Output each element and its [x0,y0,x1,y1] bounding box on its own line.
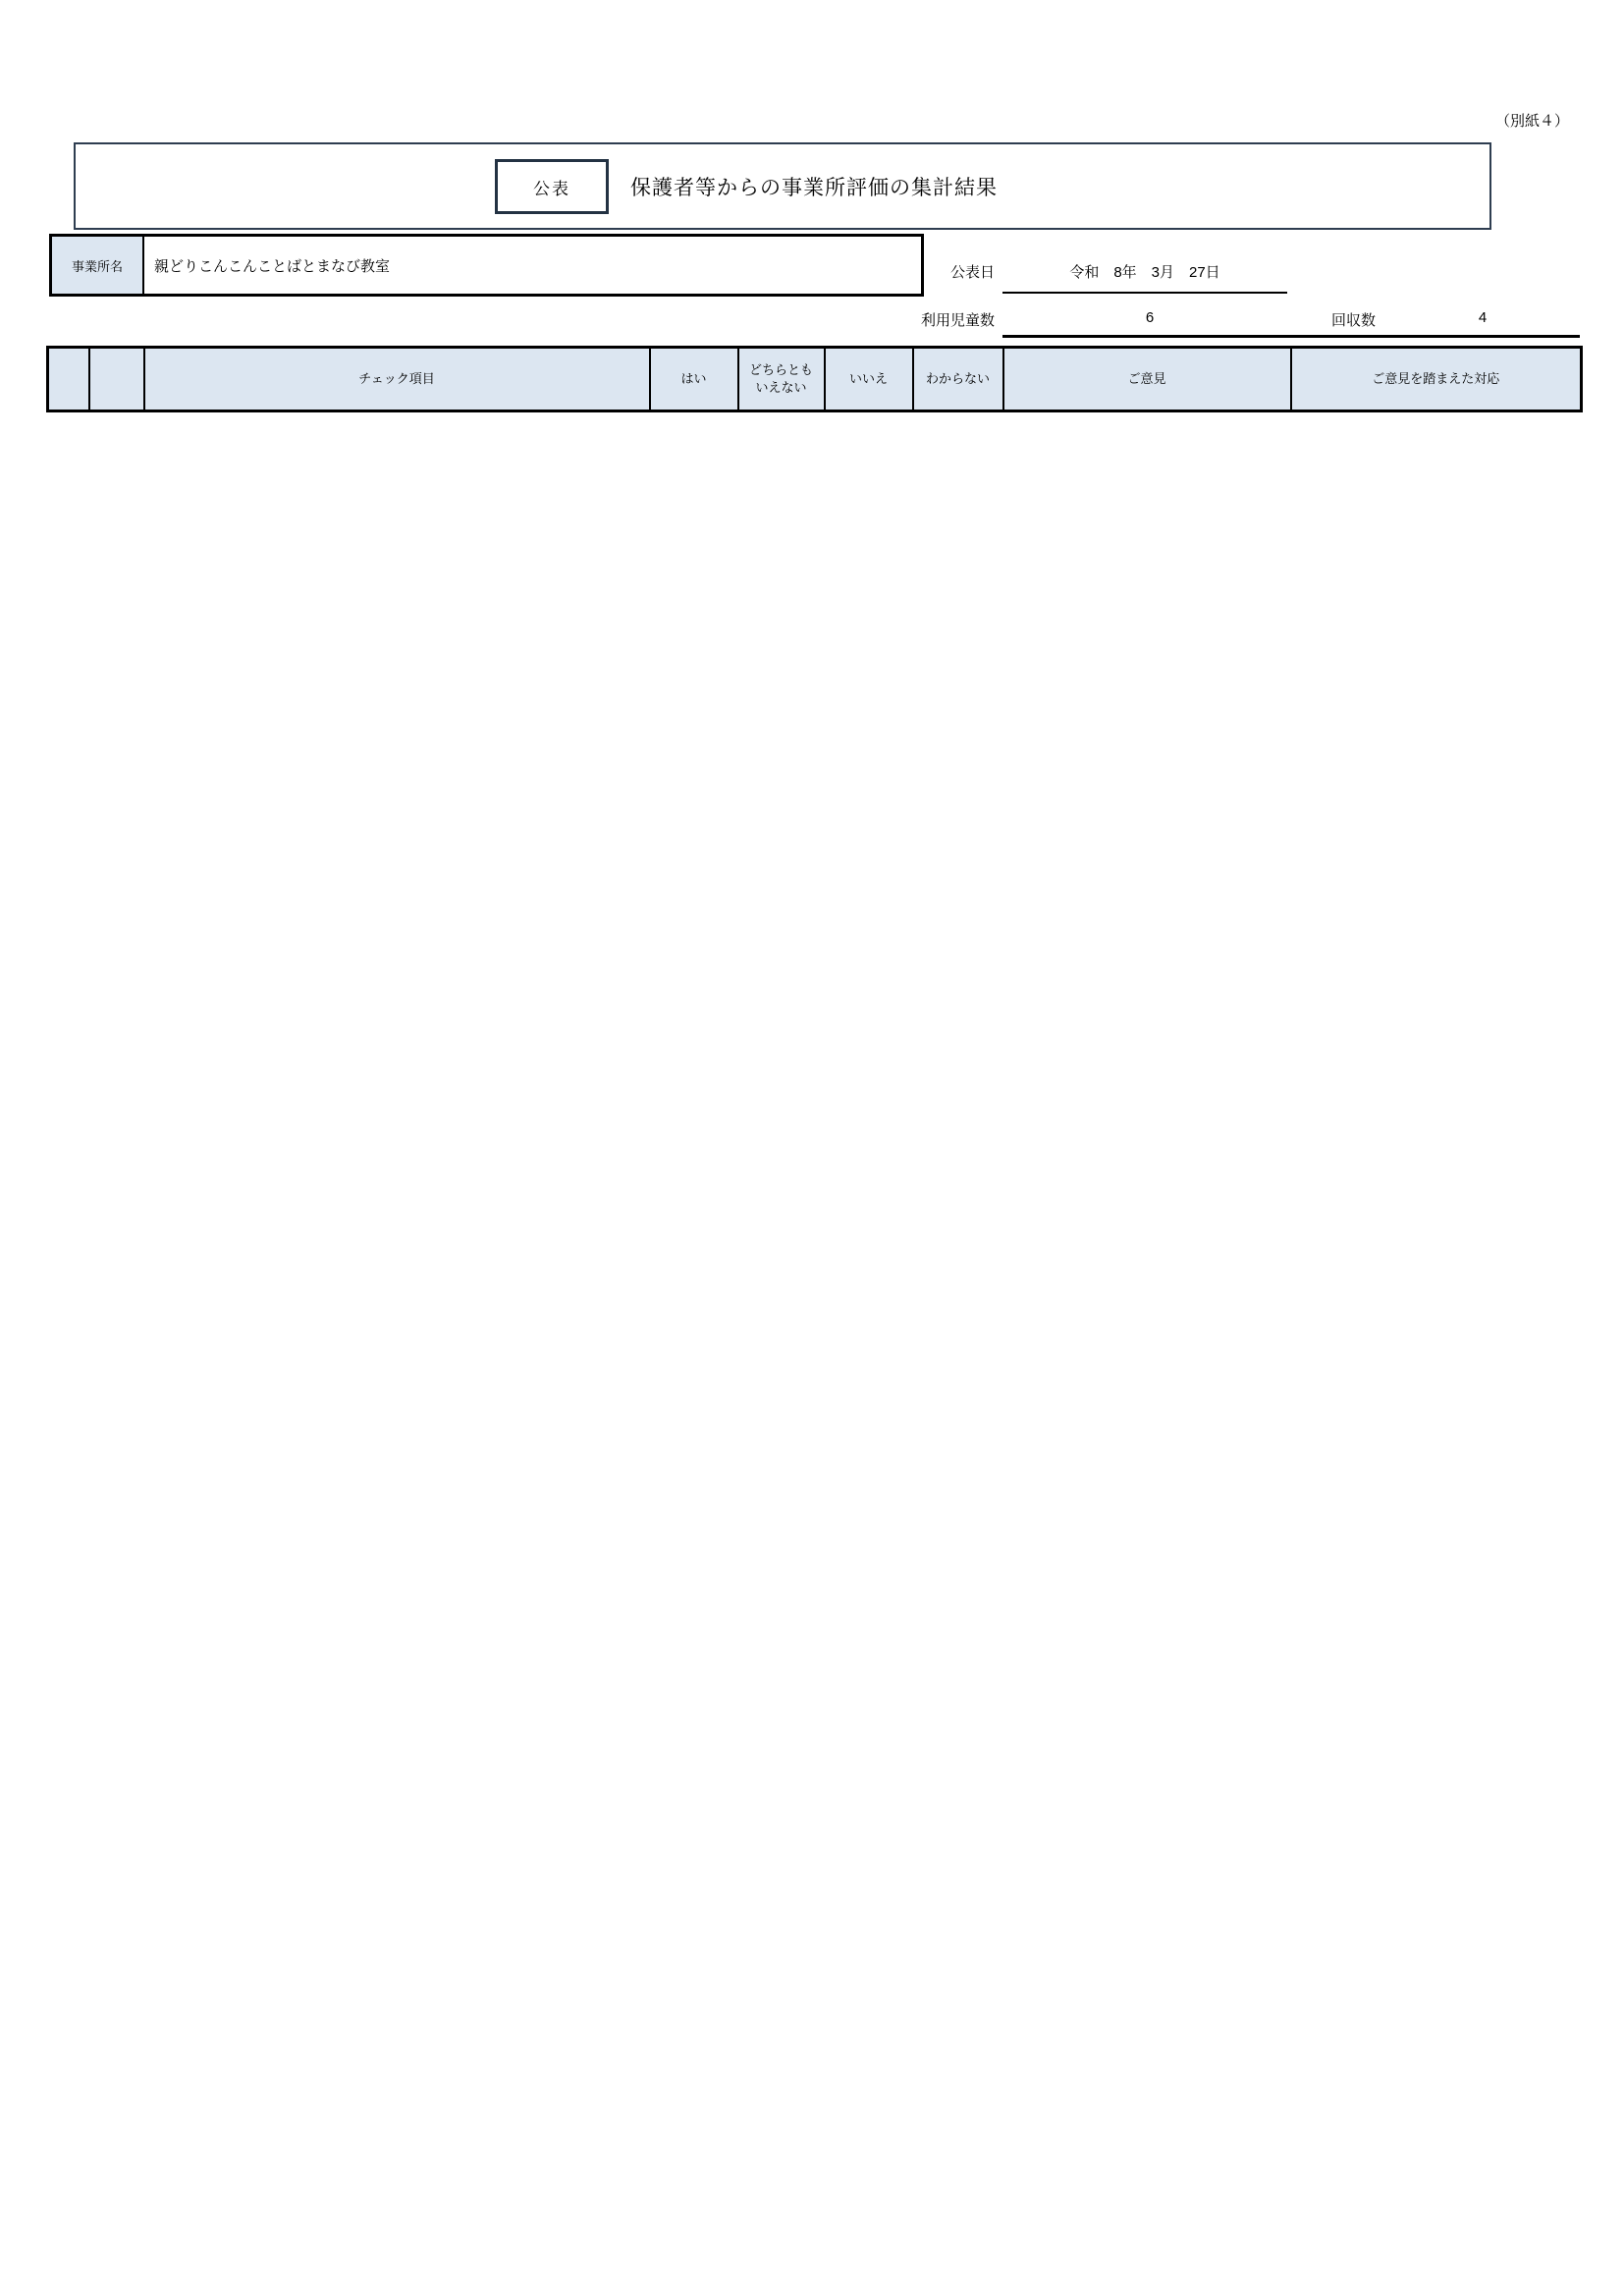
publish-date-underline [1002,292,1287,294]
table-header-row [48,348,1582,411]
attachment-note: （別紙４） [1494,113,1569,130]
header-no: いいえ [825,348,913,411]
survey-table [46,346,1583,412]
header-check-item: チェック項目 [144,348,650,411]
office-name-label: 事業所名 [52,237,144,294]
office-name-box [49,234,924,297]
office-name-value: 親どりこんこんことばとまなび教室 [154,257,391,275]
header-unknown: わからない [913,348,1003,411]
header-yes: はい [650,348,738,411]
responses-count-label: 回収数 [1331,312,1377,329]
header-neither: どちらともいえない [738,348,825,411]
publish-stamp-box [495,159,609,214]
publish-date-value: 令和 8年 3月 27日 [1069,264,1220,281]
children-count-label: 利用児童数 [921,312,996,329]
title-box [74,142,1491,230]
page-title: 保護者等からの事業所評価の集計結果 [630,176,998,199]
header-response: ご意見を踏まえた対応 [1291,348,1582,411]
header-opinion: ご意見 [1003,348,1291,411]
header-category-spacer [48,348,89,411]
children-count-value: 6 [1145,309,1155,326]
counts-underline [1002,335,1580,338]
header-number-spacer [89,348,144,411]
responses-count-value: 4 [1478,309,1488,326]
publish-date-label: 公表日 [950,264,996,281]
publish-stamp-label: 公表 [533,179,570,198]
